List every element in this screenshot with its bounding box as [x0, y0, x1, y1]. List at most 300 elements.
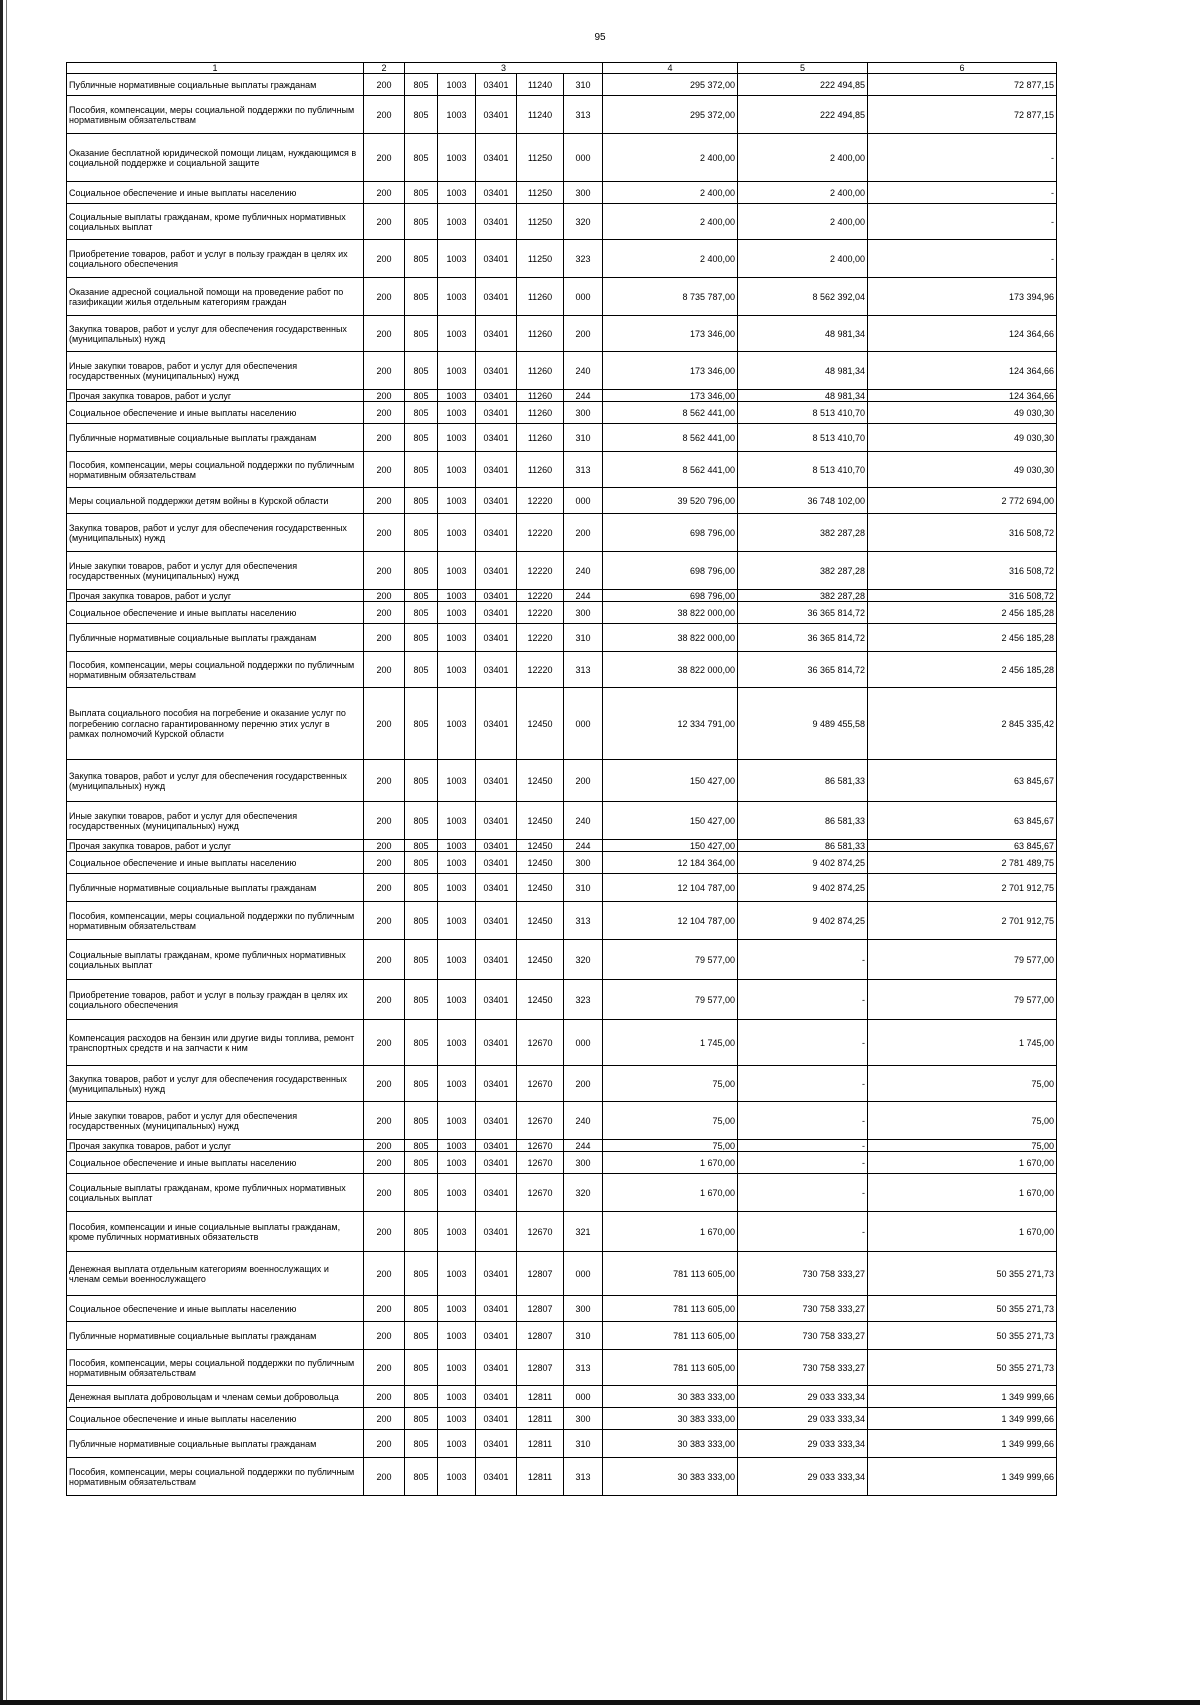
row-code-program: 03401 — [476, 402, 517, 424]
row-value-col6: 124 364,66 — [868, 316, 1057, 352]
row-code-grbs: 200 — [364, 134, 405, 182]
row-code-program: 03401 — [476, 1066, 517, 1102]
row-code-admin: 805 — [405, 902, 438, 940]
table-row — [67, 602, 1057, 624]
row-value-col4: 12 104 787,00 — [603, 902, 738, 940]
row-value-col6: 2 701 912,75 — [868, 902, 1057, 940]
table-row — [67, 74, 1057, 96]
row-value-col6: 316 508,72 — [868, 590, 1057, 602]
row-code-program: 03401 — [476, 590, 517, 602]
row-value-col6: 1 349 999,66 — [868, 1386, 1057, 1408]
row-name: Прочая закупка товаров, работ и услуг — [67, 1140, 364, 1152]
row-code-program: 03401 — [476, 352, 517, 390]
table-row — [67, 1430, 1057, 1458]
row-name: Оказание адресной социальной помощи на проведение работ по газификации жилья отдельным категориям граждан — [67, 278, 364, 316]
row-code-admin: 805 — [405, 96, 438, 134]
row-code-admin: 805 — [405, 390, 438, 402]
row-value-col4: 781 113 605,00 — [603, 1350, 738, 1386]
row-value-col4: 173 346,00 — [603, 390, 738, 402]
row-value-col6: 2 772 694,00 — [868, 488, 1057, 514]
row-name: Социальное обеспечение и иные выплаты населению — [67, 1152, 364, 1174]
row-value-col4: 79 577,00 — [603, 940, 738, 980]
row-value-col6: 1 745,00 — [868, 1020, 1057, 1066]
row-code-grbs: 200 — [364, 1386, 405, 1408]
row-value-col6: 2 456 185,28 — [868, 652, 1057, 688]
row-name: Выплата социального пособия на погребение и оказание услуг по погребению согласно гарантированному перечню этих услуг в рамках полномочий Курской области — [67, 688, 364, 760]
table-row — [67, 840, 1057, 852]
row-code-section: 1003 — [438, 352, 476, 390]
row-value-col4: 1 670,00 — [603, 1174, 738, 1212]
row-name: Иные закупки товаров, работ и услуг для обеспечения государственных (муниципальных) нужд — [67, 352, 364, 390]
row-value-col4: 30 383 333,00 — [603, 1458, 738, 1496]
row-code-direction: 11250 — [517, 240, 564, 278]
row-value-col5: 29 033 333,34 — [738, 1386, 868, 1408]
row-code-program: 03401 — [476, 1458, 517, 1496]
row-code-direction: 11250 — [517, 134, 564, 182]
row-code-program: 03401 — [476, 1350, 517, 1386]
row-value-col4: 39 520 796,00 — [603, 488, 738, 514]
row-code-direction: 12670 — [517, 1140, 564, 1152]
row-value-col5: 222 494,85 — [738, 96, 868, 134]
row-code-grbs: 200 — [364, 1152, 405, 1174]
budget-table — [66, 62, 1057, 1496]
table-row — [67, 1140, 1057, 1152]
row-value-col4: 30 383 333,00 — [603, 1386, 738, 1408]
row-code-admin: 805 — [405, 624, 438, 652]
row-code-program: 03401 — [476, 1296, 517, 1322]
row-code-admin: 805 — [405, 602, 438, 624]
row-value-col5: 29 033 333,34 — [738, 1408, 868, 1430]
row-code-grbs: 200 — [364, 1296, 405, 1322]
row-code-admin: 805 — [405, 980, 438, 1020]
row-code-program: 03401 — [476, 1020, 517, 1066]
row-value-col4: 30 383 333,00 — [603, 1408, 738, 1430]
row-code-admin: 805 — [405, 316, 438, 352]
row-value-col4: 2 400,00 — [603, 182, 738, 204]
row-code-program: 03401 — [476, 1102, 517, 1140]
row-code-section: 1003 — [438, 874, 476, 902]
row-code-section: 1003 — [438, 980, 476, 1020]
row-code-section: 1003 — [438, 1020, 476, 1066]
row-code-section: 1003 — [438, 652, 476, 688]
row-value-col6: 1 670,00 — [868, 1152, 1057, 1174]
row-code-section: 1003 — [438, 1174, 476, 1212]
header-col-4: 4 — [603, 63, 738, 74]
row-code-direction: 12670 — [517, 1102, 564, 1140]
row-code-section: 1003 — [438, 1322, 476, 1350]
row-code-grbs: 200 — [364, 902, 405, 940]
row-value-col6: 79 577,00 — [868, 980, 1057, 1020]
row-code-grbs: 200 — [364, 590, 405, 602]
row-code-grbs: 200 — [364, 1350, 405, 1386]
row-code-type: 323 — [564, 980, 603, 1020]
row-code-section: 1003 — [438, 96, 476, 134]
row-code-type: 200 — [564, 1066, 603, 1102]
row-code-admin: 805 — [405, 1350, 438, 1386]
row-code-admin: 805 — [405, 1212, 438, 1252]
row-code-grbs: 200 — [364, 688, 405, 760]
row-code-type: 300 — [564, 402, 603, 424]
table-row — [67, 488, 1057, 514]
row-code-type: 240 — [564, 802, 603, 840]
row-code-program: 03401 — [476, 874, 517, 902]
row-code-section: 1003 — [438, 1350, 476, 1386]
row-code-program: 03401 — [476, 552, 517, 590]
row-code-direction: 12220 — [517, 514, 564, 552]
table-row — [67, 1458, 1057, 1496]
table-row — [67, 980, 1057, 1020]
row-value-col4: 79 577,00 — [603, 980, 738, 1020]
row-code-grbs: 200 — [364, 452, 405, 488]
row-code-admin: 805 — [405, 488, 438, 514]
row-value-col6: 63 845,67 — [868, 802, 1057, 840]
row-value-col5: 9 402 874,25 — [738, 852, 868, 874]
row-code-admin: 805 — [405, 1066, 438, 1102]
row-code-grbs: 200 — [364, 1322, 405, 1350]
row-code-type: 200 — [564, 760, 603, 802]
table-row — [67, 1102, 1057, 1140]
row-value-col5: - — [738, 1174, 868, 1212]
row-name: Пособия, компенсации и иные социальные выплаты гражданам, кроме публичных нормативных обязательств — [67, 1212, 364, 1252]
row-code-program: 03401 — [476, 652, 517, 688]
row-value-col4: 38 822 000,00 — [603, 624, 738, 652]
row-code-grbs: 200 — [364, 316, 405, 352]
row-code-section: 1003 — [438, 390, 476, 402]
row-code-program: 03401 — [476, 940, 517, 980]
row-value-col5: 9 489 455,58 — [738, 688, 868, 760]
row-value-col5: 8 513 410,70 — [738, 402, 868, 424]
row-value-col4: 1 670,00 — [603, 1212, 738, 1252]
row-code-admin: 805 — [405, 1458, 438, 1496]
table-row — [67, 452, 1057, 488]
header-col-6: 6 — [868, 63, 1057, 74]
table-row — [67, 1386, 1057, 1408]
row-name: Иные закупки товаров, работ и услуг для обеспечения государственных (муниципальных) нужд — [67, 552, 364, 590]
row-code-section: 1003 — [438, 240, 476, 278]
row-code-type: 320 — [564, 940, 603, 980]
table-row — [67, 940, 1057, 980]
row-code-program: 03401 — [476, 980, 517, 1020]
row-code-grbs: 200 — [364, 652, 405, 688]
row-code-direction: 12811 — [517, 1408, 564, 1430]
row-code-type: 200 — [564, 514, 603, 552]
row-code-type: 000 — [564, 1252, 603, 1296]
row-code-admin: 805 — [405, 134, 438, 182]
row-code-section: 1003 — [438, 182, 476, 204]
row-code-direction: 12220 — [517, 652, 564, 688]
row-code-type: 000 — [564, 134, 603, 182]
row-code-direction: 12811 — [517, 1458, 564, 1496]
row-value-col5: 382 287,28 — [738, 590, 868, 602]
row-value-col4: 75,00 — [603, 1140, 738, 1152]
row-code-section: 1003 — [438, 1408, 476, 1430]
row-code-section: 1003 — [438, 424, 476, 452]
row-value-col6: 72 877,15 — [868, 96, 1057, 134]
row-code-section: 1003 — [438, 590, 476, 602]
header-col-2: 2 — [364, 63, 405, 74]
row-value-col5: 36 748 102,00 — [738, 488, 868, 514]
row-code-grbs: 200 — [364, 1408, 405, 1430]
row-code-grbs: 200 — [364, 940, 405, 980]
row-value-col4: 30 383 333,00 — [603, 1430, 738, 1458]
row-code-type: 000 — [564, 688, 603, 760]
row-code-program: 03401 — [476, 624, 517, 652]
row-code-direction: 12220 — [517, 590, 564, 602]
row-value-col6: 75,00 — [868, 1066, 1057, 1102]
table-row — [67, 134, 1057, 182]
row-value-col6: - — [868, 182, 1057, 204]
row-name: Меры социальной поддержки детям войны в Курской области — [67, 488, 364, 514]
row-name: Закупка товаров, работ и услуг для обеспечения государственных (муниципальных) нужд — [67, 316, 364, 352]
row-code-section: 1003 — [438, 1252, 476, 1296]
row-code-admin: 805 — [405, 278, 438, 316]
row-code-admin: 805 — [405, 240, 438, 278]
row-value-col5: 86 581,33 — [738, 802, 868, 840]
row-name: Публичные нормативные социальные выплаты гражданам — [67, 74, 364, 96]
row-code-type: 313 — [564, 452, 603, 488]
row-code-grbs: 200 — [364, 182, 405, 204]
row-code-admin: 805 — [405, 1102, 438, 1140]
row-code-direction: 12450 — [517, 980, 564, 1020]
row-name: Пособия, компенсации, меры социальной поддержки по публичным нормативным обязательствам — [67, 1458, 364, 1496]
row-name: Иные закупки товаров, работ и услуг для обеспечения государственных (муниципальных) нужд — [67, 1102, 364, 1140]
row-code-direction: 12450 — [517, 802, 564, 840]
row-code-admin: 805 — [405, 760, 438, 802]
row-code-program: 03401 — [476, 802, 517, 840]
row-code-program: 03401 — [476, 316, 517, 352]
row-code-grbs: 200 — [364, 874, 405, 902]
row-value-col5: - — [738, 1140, 868, 1152]
row-code-type: 310 — [564, 74, 603, 96]
row-code-section: 1003 — [438, 452, 476, 488]
row-code-admin: 805 — [405, 590, 438, 602]
row-value-col6: - — [868, 204, 1057, 240]
row-code-type: 313 — [564, 902, 603, 940]
row-value-col4: 8 562 441,00 — [603, 402, 738, 424]
row-value-col6: 1 670,00 — [868, 1212, 1057, 1252]
row-value-col5: 48 981,34 — [738, 390, 868, 402]
row-code-section: 1003 — [438, 902, 476, 940]
row-code-type: 244 — [564, 390, 603, 402]
row-value-col6: 1 349 999,66 — [868, 1430, 1057, 1458]
row-code-type: 313 — [564, 96, 603, 134]
row-value-col6: 50 355 271,73 — [868, 1252, 1057, 1296]
row-value-col6: 49 030,30 — [868, 424, 1057, 452]
row-name: Закупка товаров, работ и услуг для обеспечения государственных (муниципальных) нужд — [67, 1066, 364, 1102]
row-code-program: 03401 — [476, 1140, 517, 1152]
row-value-col6: 1 670,00 — [868, 1174, 1057, 1212]
row-value-col6: 2 456 185,28 — [868, 602, 1057, 624]
table-row — [67, 1020, 1057, 1066]
row-code-direction: 12670 — [517, 1212, 564, 1252]
row-name: Прочая закупка товаров, работ и услуг — [67, 840, 364, 852]
row-code-direction: 12670 — [517, 1152, 564, 1174]
row-code-admin: 805 — [405, 182, 438, 204]
row-code-admin: 805 — [405, 652, 438, 688]
row-code-direction: 12670 — [517, 1066, 564, 1102]
row-code-program: 03401 — [476, 688, 517, 760]
row-code-grbs: 200 — [364, 240, 405, 278]
row-value-col6: - — [868, 240, 1057, 278]
row-code-section: 1003 — [438, 402, 476, 424]
row-value-col6: 124 364,66 — [868, 390, 1057, 402]
row-code-section: 1003 — [438, 1212, 476, 1252]
row-code-grbs: 200 — [364, 488, 405, 514]
table-row — [67, 1152, 1057, 1174]
table-row — [67, 902, 1057, 940]
row-code-program: 03401 — [476, 488, 517, 514]
row-value-col5: 29 033 333,34 — [738, 1458, 868, 1496]
row-name: Прочая закупка товаров, работ и услуг — [67, 390, 364, 402]
row-code-grbs: 200 — [364, 802, 405, 840]
row-value-col4: 2 400,00 — [603, 134, 738, 182]
row-code-admin: 805 — [405, 452, 438, 488]
row-code-grbs: 200 — [364, 1430, 405, 1458]
row-value-col4: 12 334 791,00 — [603, 688, 738, 760]
row-code-type: 313 — [564, 1458, 603, 1496]
header-col-3: 3 — [405, 63, 603, 74]
row-value-col4: 8 562 441,00 — [603, 452, 738, 488]
row-value-col5: 730 758 333,27 — [738, 1322, 868, 1350]
row-value-col5: 8 513 410,70 — [738, 424, 868, 452]
table-row — [67, 204, 1057, 240]
row-code-type: 313 — [564, 1350, 603, 1386]
table-row — [67, 182, 1057, 204]
table-row — [67, 1252, 1057, 1296]
row-value-col5: - — [738, 1212, 868, 1252]
row-value-col5: 2 400,00 — [738, 134, 868, 182]
row-code-program: 03401 — [476, 1252, 517, 1296]
table-row — [67, 688, 1057, 760]
row-code-direction: 12220 — [517, 624, 564, 652]
table-row — [67, 874, 1057, 902]
row-code-type: 200 — [564, 316, 603, 352]
row-name: Оказание бесплатной юридической помощи лицам, нуждающимся в социальной поддержке и социальной защите — [67, 134, 364, 182]
row-value-col5: 36 365 814,72 — [738, 652, 868, 688]
row-value-col5: - — [738, 940, 868, 980]
row-value-col4: 12 104 787,00 — [603, 874, 738, 902]
row-code-program: 03401 — [476, 852, 517, 874]
row-code-program: 03401 — [476, 74, 517, 96]
row-name: Пособия, компенсации, меры социальной поддержки по публичным нормативным обязательствам — [67, 1350, 364, 1386]
row-code-direction: 11260 — [517, 452, 564, 488]
row-code-admin: 805 — [405, 1386, 438, 1408]
row-name: Социальное обеспечение и иные выплаты населению — [67, 1296, 364, 1322]
row-value-col5: 8 562 392,04 — [738, 278, 868, 316]
row-code-program: 03401 — [476, 240, 517, 278]
header-row — [67, 63, 1057, 74]
table-row — [67, 624, 1057, 652]
table-row — [67, 852, 1057, 874]
row-code-direction: 11260 — [517, 390, 564, 402]
row-value-col6: 2 845 335,42 — [868, 688, 1057, 760]
row-value-col4: 781 113 605,00 — [603, 1322, 738, 1350]
row-code-grbs: 200 — [364, 96, 405, 134]
row-code-type: 244 — [564, 590, 603, 602]
table-row — [67, 760, 1057, 802]
row-code-type: 000 — [564, 488, 603, 514]
row-code-grbs: 200 — [364, 1174, 405, 1212]
row-code-direction: 11250 — [517, 182, 564, 204]
row-value-col5: 730 758 333,27 — [738, 1252, 868, 1296]
row-name: Компенсация расходов на бензин или другие виды топлива, ремонт транспортных средств и на запчасти к ним — [67, 1020, 364, 1066]
row-code-grbs: 200 — [364, 624, 405, 652]
header-col-1: 1 — [67, 63, 364, 74]
row-code-grbs: 200 — [364, 204, 405, 240]
row-value-col5: 9 402 874,25 — [738, 902, 868, 940]
row-value-col6: 1 349 999,66 — [868, 1408, 1057, 1430]
row-value-col4: 38 822 000,00 — [603, 652, 738, 688]
row-code-program: 03401 — [476, 1386, 517, 1408]
row-code-direction: 12670 — [517, 1020, 564, 1066]
row-code-admin: 805 — [405, 802, 438, 840]
row-value-col5: 86 581,33 — [738, 840, 868, 852]
row-code-admin: 805 — [405, 1020, 438, 1066]
table-row — [67, 402, 1057, 424]
row-code-grbs: 200 — [364, 1458, 405, 1496]
row-value-col5: - — [738, 1102, 868, 1140]
row-name: Социальное обеспечение и иные выплаты населению — [67, 1408, 364, 1430]
row-code-program: 03401 — [476, 760, 517, 802]
row-code-section: 1003 — [438, 204, 476, 240]
row-code-section: 1003 — [438, 1152, 476, 1174]
row-code-direction: 12220 — [517, 488, 564, 514]
row-code-grbs: 200 — [364, 402, 405, 424]
row-code-admin: 805 — [405, 204, 438, 240]
row-code-direction: 12450 — [517, 874, 564, 902]
row-code-section: 1003 — [438, 624, 476, 652]
row-code-program: 03401 — [476, 390, 517, 402]
row-code-type: 320 — [564, 1174, 603, 1212]
row-value-col6: 316 508,72 — [868, 514, 1057, 552]
row-code-admin: 805 — [405, 1152, 438, 1174]
row-name: Социальное обеспечение и иные выплаты населению — [67, 602, 364, 624]
row-code-section: 1003 — [438, 1458, 476, 1496]
row-value-col4: 8 735 787,00 — [603, 278, 738, 316]
row-code-type: 300 — [564, 1408, 603, 1430]
row-code-program: 03401 — [476, 134, 517, 182]
row-value-col4: 781 113 605,00 — [603, 1296, 738, 1322]
row-value-col5: 9 402 874,25 — [738, 874, 868, 902]
row-code-admin: 805 — [405, 688, 438, 760]
row-code-direction: 11260 — [517, 352, 564, 390]
row-name: Денежная выплата добровольцам и членам семьи добровольца — [67, 1386, 364, 1408]
table-row — [67, 1066, 1057, 1102]
row-code-section: 1003 — [438, 1102, 476, 1140]
table-row — [67, 652, 1057, 688]
row-value-col6: 2 456 185,28 — [868, 624, 1057, 652]
table-row — [67, 1174, 1057, 1212]
row-code-grbs: 200 — [364, 852, 405, 874]
row-value-col4: 173 346,00 — [603, 352, 738, 390]
row-value-col6: 63 845,67 — [868, 840, 1057, 852]
row-code-grbs: 200 — [364, 352, 405, 390]
row-value-col6: 316 508,72 — [868, 552, 1057, 590]
row-code-program: 03401 — [476, 602, 517, 624]
row-code-direction: 12450 — [517, 688, 564, 760]
row-value-col4: 295 372,00 — [603, 96, 738, 134]
row-code-section: 1003 — [438, 134, 476, 182]
row-code-direction: 12220 — [517, 552, 564, 590]
row-code-section: 1003 — [438, 74, 476, 96]
row-value-col5: - — [738, 980, 868, 1020]
row-code-grbs: 200 — [364, 602, 405, 624]
row-code-type: 000 — [564, 1020, 603, 1066]
row-value-col6: 2 701 912,75 — [868, 874, 1057, 902]
row-value-col5: - — [738, 1066, 868, 1102]
row-name: Пособия, компенсации, меры социальной поддержки по публичным нормативным обязательствам — [67, 902, 364, 940]
row-value-col4: 1 745,00 — [603, 1020, 738, 1066]
